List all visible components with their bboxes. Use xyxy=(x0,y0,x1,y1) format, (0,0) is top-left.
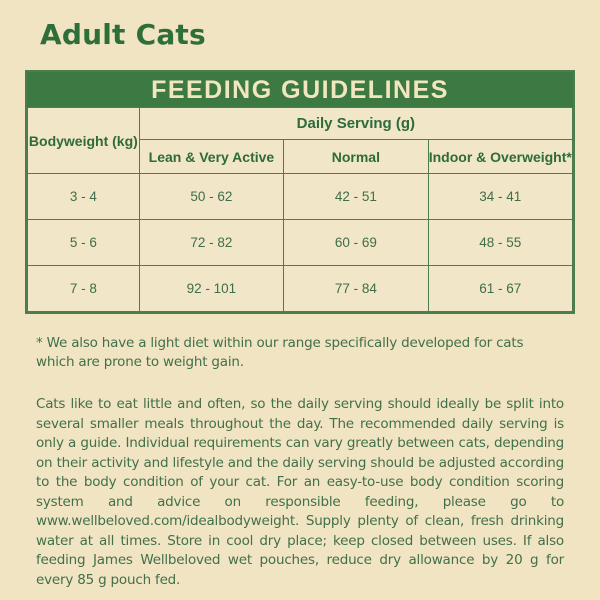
serving-cell-normal: 60 - 69 xyxy=(284,220,428,266)
table-row xyxy=(28,220,573,266)
feeding-advice-paragraph: Cats like to eat little and often, so the daily serving should ideally be split into several smaller meals throughout the day. The recommended daily serving is only a guide. Individual requirements can vary greatly between cats, depending on their activity and lifestyle and the daily serving should be adjusted according to the body condition of your cat. For an easy-to-use body condition scoring system and advice on responsible feeding, please go to www.wellbeloved.com/idealbodyweight. Supply plenty of clean, fresh drinking water at all times. Store in cool dry place; keep closed between uses. If also feeding James Wellbeloved wet pouches, reduce dry allowance by 20 g for every 85 g pouch fed. xyxy=(36,396,564,588)
serving-cell-indoor: 61 - 67 xyxy=(428,266,572,312)
serving-cell-indoor: 34 - 41 xyxy=(428,174,572,220)
serving-cell-lean: 72 - 82 xyxy=(139,220,283,266)
light-diet-footnote: * We also have a light diet within our range specifically developed for cats which are prone to weight gain. xyxy=(36,335,524,370)
bodyweight-header-cell: Bodyweight (kg) xyxy=(28,108,140,174)
table-row xyxy=(28,266,573,312)
column-header-indoor-overweight: Indoor & Overweight* xyxy=(428,140,572,174)
serving-cell-normal: 42 - 51 xyxy=(284,174,428,220)
table-title-banner: FEEDING GUIDELINES xyxy=(27,72,573,107)
serving-cell-indoor: 48 - 55 xyxy=(428,220,572,266)
table-header-row-group xyxy=(28,108,573,140)
bodyweight-cell: 7 - 8 xyxy=(28,266,140,312)
serving-cell-lean: 50 - 62 xyxy=(139,174,283,220)
feeding-guidelines-table xyxy=(25,70,575,314)
bodyweight-cell: 3 - 4 xyxy=(28,174,140,220)
serving-cell-lean: 92 - 101 xyxy=(139,266,283,312)
feeding-table xyxy=(27,107,573,312)
bodyweight-cell: 5 - 6 xyxy=(28,220,140,266)
page-title: Adult Cats xyxy=(40,18,206,51)
column-header-lean-very-active: Lean & Very Active xyxy=(139,140,283,174)
column-header-normal: Normal xyxy=(284,140,428,174)
daily-serving-header-cell: Daily Serving (g) xyxy=(139,108,572,140)
serving-cell-normal: 77 - 84 xyxy=(284,266,428,312)
table-row xyxy=(28,174,573,220)
